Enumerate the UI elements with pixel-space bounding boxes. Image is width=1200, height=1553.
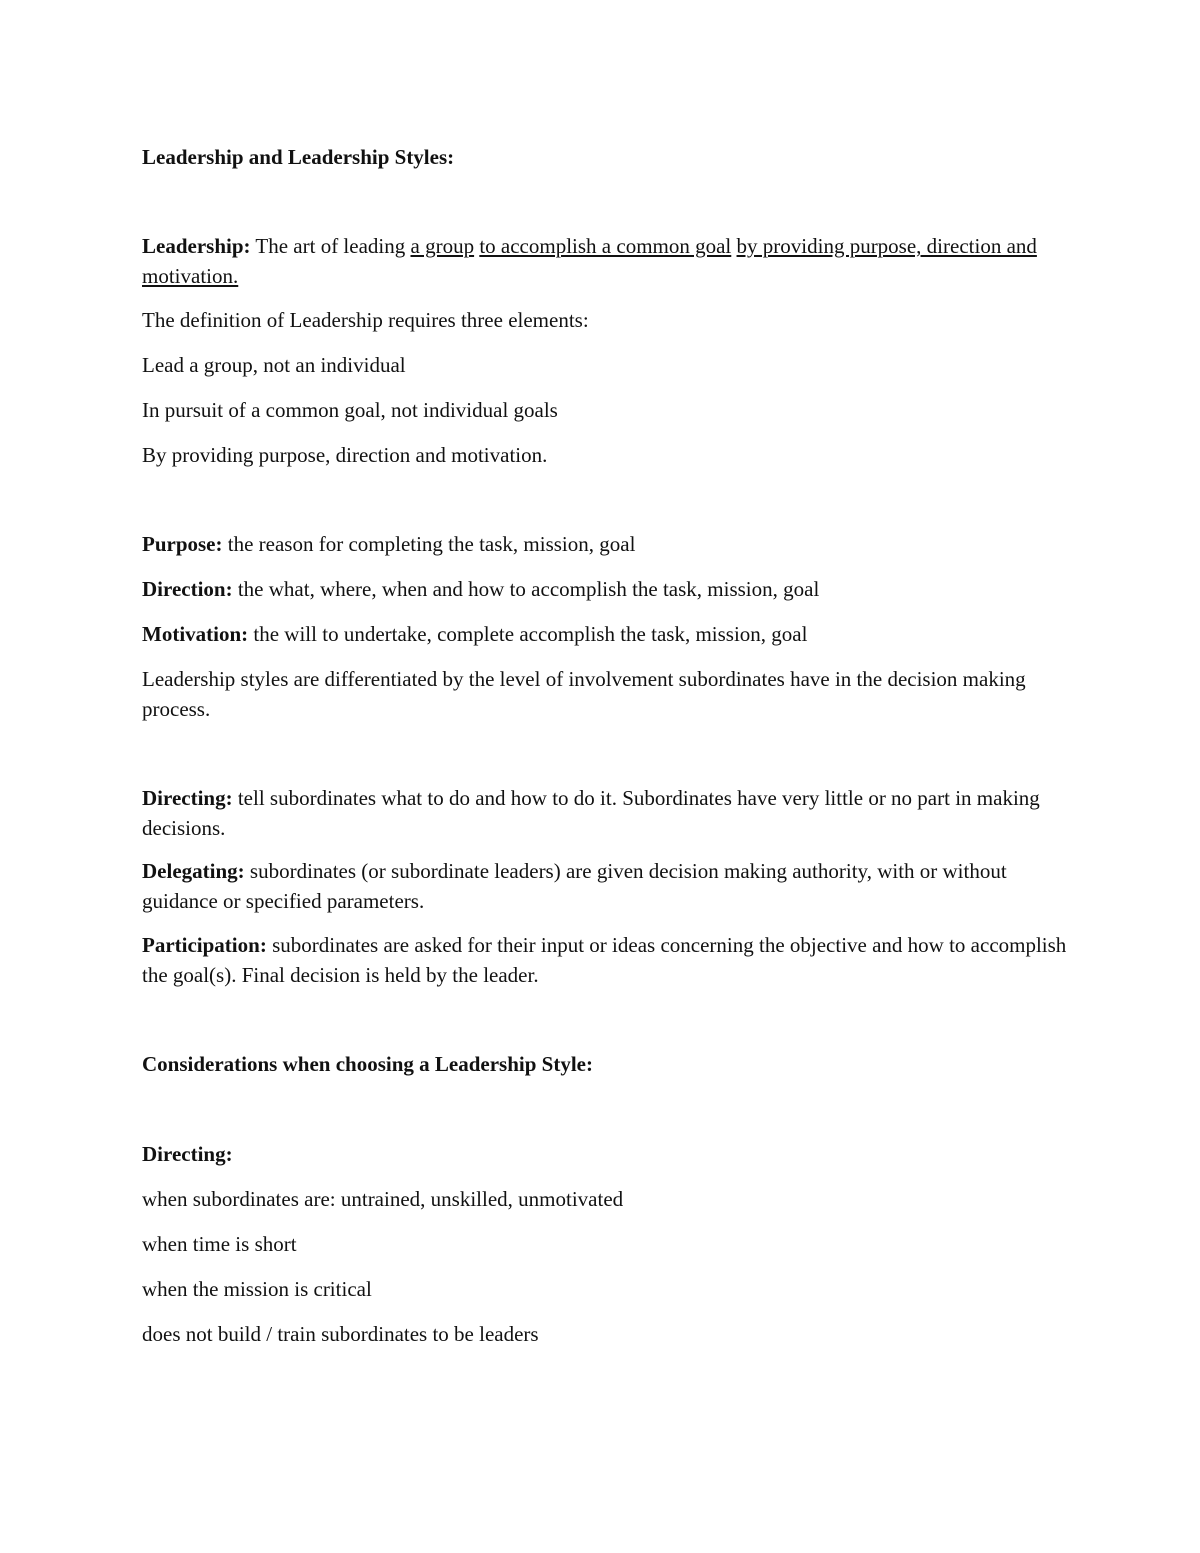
participation-def: Participation: subordinates are asked for their input or ideas concerning the objective and how to accomplish the goal(s). Final decision is held by the leader. <box>142 933 1067 987</box>
directing-consideration: does not build / train subordinates to be leaders <box>142 1322 539 1346</box>
document-title: Leadership and Leadership Styles: <box>142 145 455 169</box>
element-item: In pursuit of a common goal, not individual goals <box>142 398 558 422</box>
element-item: Lead a group, not an individual <box>142 353 406 377</box>
direction-def: Direction: the what, where, when and how to accomplish the task, mission, goal <box>142 577 820 601</box>
directing-consideration: when time is short <box>142 1232 297 1256</box>
styles-intro: Leadership styles are differentiated by the level of involvement subordinates have in the decision making process. <box>142 667 1026 721</box>
leadership-definition: Leadership: The art of leading a group to accomplish a common goal by providing purpose, direction and motivation. <box>142 234 1037 288</box>
considerations-heading: Considerations when choosing a Leadership Style: <box>142 1052 593 1076</box>
purpose-def: Purpose: the reason for completing the task, mission, goal <box>142 532 636 556</box>
element-item: By providing purpose, direction and motivation. <box>142 443 548 467</box>
directing-consideration: when subordinates are: untrained, unskilled, unmotivated <box>142 1187 624 1211</box>
term-leadership: Leadership: <box>142 234 251 258</box>
directing-def: Directing: tell subordinates what to do and how to do it. Subordinates have very little or no part in making decisions. <box>142 786 1040 840</box>
motivation-def: Motivation: the will to undertake, complete accomplish the task, mission, goal <box>142 622 808 646</box>
delegating-def: Delegating: subordinates (or subordinate leaders) are given decision making authority, with or without guidance or specified parameters. <box>142 859 1007 913</box>
directing-heading: Directing: <box>142 1142 233 1166</box>
elements-intro: The definition of Leadership requires three elements: <box>142 308 589 332</box>
directing-consideration: when the mission is critical <box>142 1277 372 1301</box>
